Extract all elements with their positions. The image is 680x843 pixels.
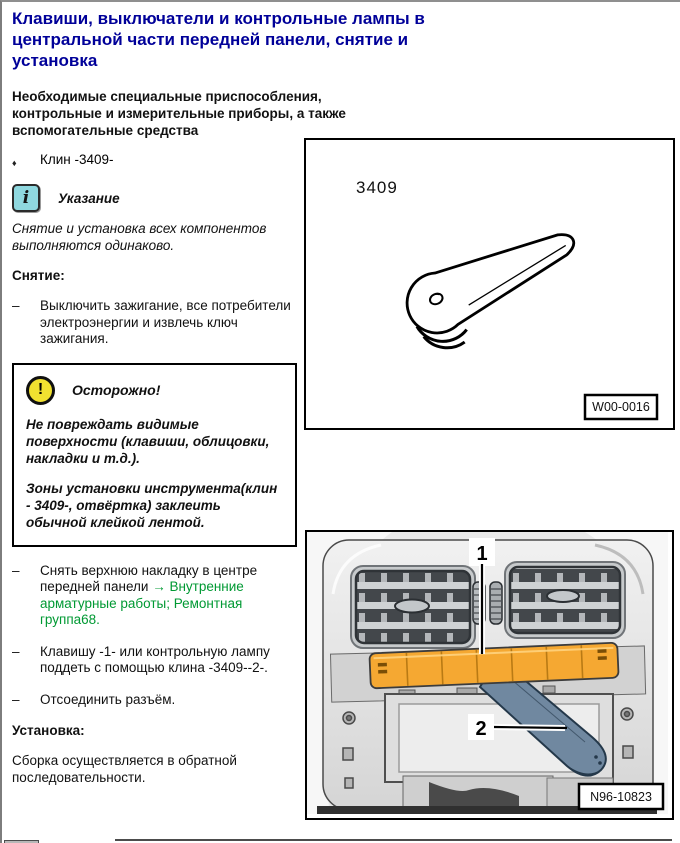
dash-bullet: – (12, 562, 20, 578)
step-item (12, 298, 304, 348)
tools-heading: Необходимые специальные приспособления, контрольные и измерительные приборы, а также вспомогательные средства (12, 89, 346, 138)
callout-1-label: 1 (476, 543, 488, 565)
step-text: Выключить зажигание, все потребители электроэнергии и извлечь ключ зажигания. (40, 298, 291, 346)
tool-code-label: 3409 (356, 178, 398, 197)
frame-divider-line (115, 839, 672, 841)
warning-paragraph: Не повреждать видимые поверхности (клавиши, облицовки, накладки и т.д.). (26, 416, 270, 466)
link-interior-work[interactable]: → Внутренние арматурные работы; Ремонтная группа68. (40, 579, 244, 627)
tool-bullet-item (12, 152, 300, 171)
step-text: Клавишу -1- или контрольную лампу поддеть с помощью клина -3409--2-. (40, 643, 270, 675)
diamond-bullet-icon: ♦ (12, 158, 17, 168)
step-item (12, 692, 304, 709)
step-item (12, 563, 304, 629)
step-text (40, 563, 304, 629)
warning-header (26, 376, 285, 405)
figure-center-console (305, 530, 674, 820)
figure-ref-code: N96-10823 (590, 790, 652, 804)
install-heading: Установка: (12, 723, 85, 738)
step-item (12, 644, 304, 677)
callout-2-label: 2 (475, 718, 487, 740)
info-icon: i (12, 184, 40, 212)
dash-bullet: – (12, 298, 20, 313)
note-label: Указание (58, 190, 120, 206)
note-text: Снятие и установка всех компонентов выполняются одинаково. (12, 221, 267, 253)
console-drawing (307, 532, 668, 814)
figure-wedge-tool (304, 138, 675, 430)
page-title: Клавиши, выключатели и контрольные лампы в центральной части передней панели, снятие и установка (12, 9, 425, 70)
install-text: Сборка осуществляется в обратной последовательности. (12, 753, 237, 785)
warning-icon: ! (26, 376, 55, 405)
dash-bullet: – (12, 643, 20, 659)
figure-ref-code: W00-0016 (592, 400, 650, 414)
warning-box (12, 363, 297, 547)
step-text-plain: Снять верхнюю накладку в центре передней панели (40, 562, 258, 594)
warning-paragraph: Зоны установки инструмента(клин - 3409-, отвёртка) заклеить обычной клейкой лентой. (26, 480, 278, 530)
wedge-tool-drawing (306, 140, 669, 424)
warning-label: Осторожно! (72, 382, 161, 398)
dash-bullet: – (12, 691, 20, 707)
step-text: Отсоединить разъём. (40, 691, 176, 707)
removal-heading: Снятие: (12, 268, 65, 283)
tool-item-label: Клин -3409- (40, 152, 114, 167)
